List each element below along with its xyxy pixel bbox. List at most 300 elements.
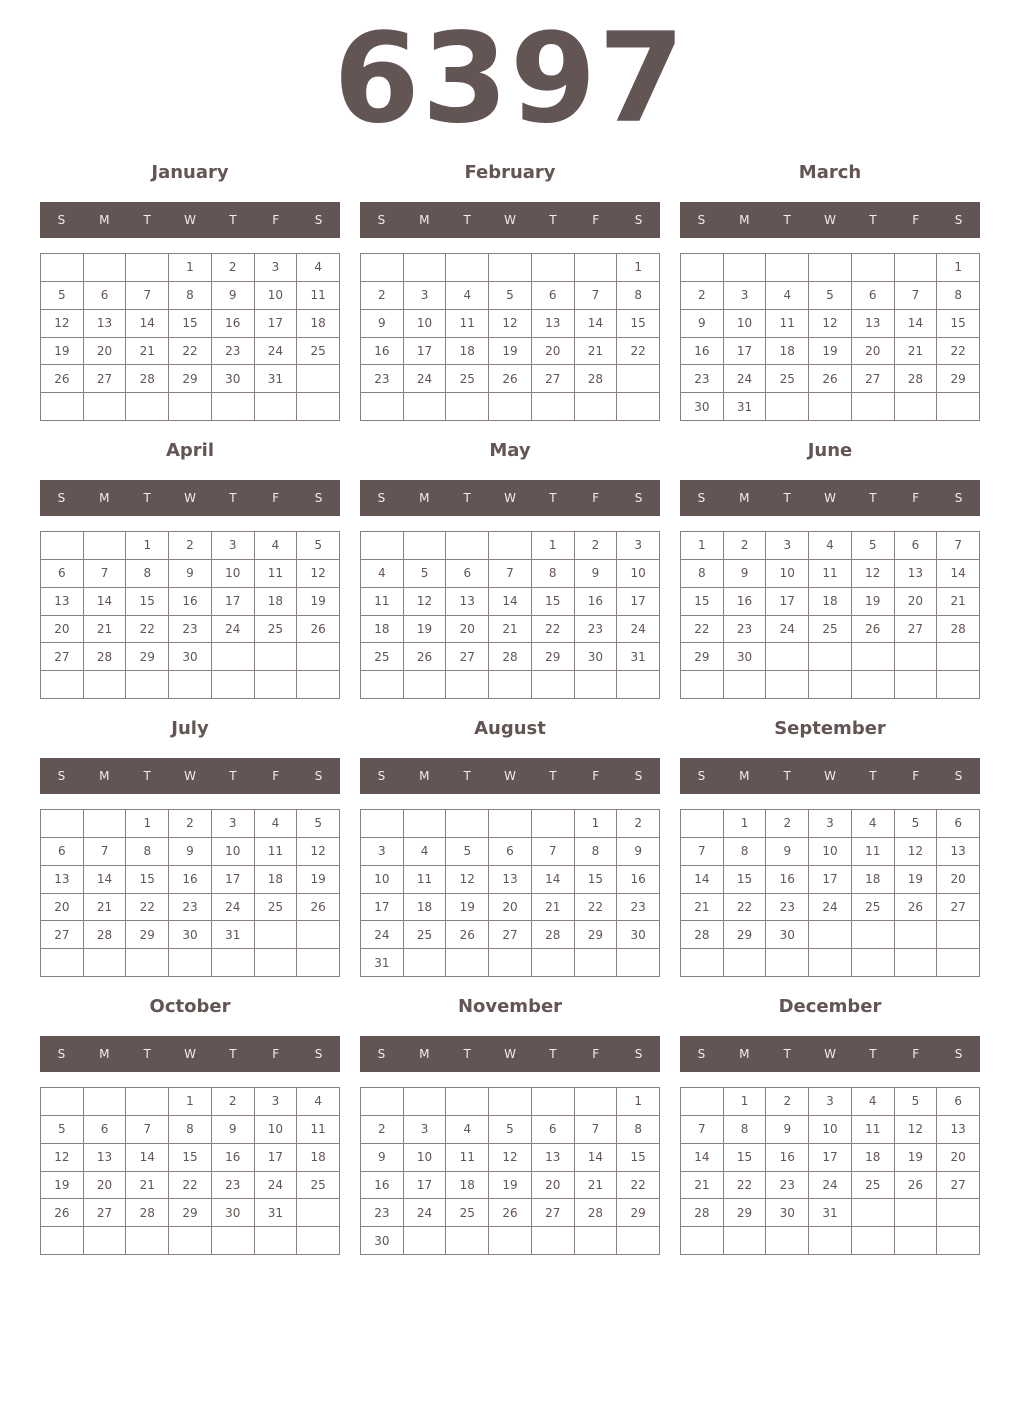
day-cell: 15	[937, 310, 980, 338]
day-cell	[852, 254, 895, 282]
day-cell: 8	[575, 838, 618, 866]
day-cell: 4	[361, 560, 404, 588]
day-cell	[404, 1227, 447, 1255]
day-cell: 29	[126, 643, 169, 671]
day-cell: 21	[532, 894, 575, 922]
day-cell	[532, 254, 575, 282]
weekday-label: M	[419, 491, 430, 505]
day-cell: 13	[84, 1144, 127, 1172]
weekday-label: F	[592, 769, 600, 783]
weekday-label: M	[99, 491, 110, 505]
day-cell	[446, 671, 489, 699]
day-cell: 10	[255, 1116, 298, 1144]
weekday-label: M	[419, 769, 430, 783]
weekday-label: S	[314, 1047, 323, 1061]
month-name: November	[457, 996, 563, 1017]
day-cell: 5	[404, 560, 447, 588]
day-cell: 14	[126, 310, 169, 338]
day-cell	[212, 671, 255, 699]
weekday-label: T	[143, 491, 151, 505]
day-cell: 14	[575, 1144, 618, 1172]
day-cell: 17	[212, 588, 255, 616]
day-cell: 8	[169, 1116, 212, 1144]
day-cell	[852, 1227, 895, 1255]
weekday-label: T	[463, 1047, 471, 1061]
day-cell: 1	[126, 810, 169, 838]
day-cell: 10	[212, 838, 255, 866]
day-cell: 18	[852, 1144, 895, 1172]
day-cell: 5	[895, 810, 938, 838]
day-cell: 15	[724, 866, 767, 894]
day-cell	[489, 810, 532, 838]
day-cell: 9	[681, 310, 724, 338]
day-cell	[446, 254, 489, 282]
day-cell	[809, 254, 852, 282]
day-cell: 20	[852, 338, 895, 366]
day-cell: 11	[361, 588, 404, 616]
day-cell: 13	[446, 588, 489, 616]
day-grid	[40, 809, 340, 977]
weekday-label: T	[783, 213, 791, 227]
day-cell: 16	[169, 866, 212, 894]
day-cell: 10	[212, 560, 255, 588]
day-cell	[255, 643, 298, 671]
day-cell: 14	[84, 866, 127, 894]
day-cell: 25	[809, 616, 852, 644]
day-cell: 18	[361, 616, 404, 644]
day-cell	[169, 1227, 212, 1255]
day-cell: 30	[766, 1199, 809, 1227]
day-cell: 5	[852, 532, 895, 560]
weekday-label: S	[377, 1047, 386, 1061]
day-cell: 27	[895, 616, 938, 644]
weekday-label: S	[954, 491, 963, 505]
day-cell: 18	[446, 338, 489, 366]
day-cell: 27	[84, 365, 127, 393]
day-cell: 13	[532, 310, 575, 338]
day-cell	[937, 1199, 980, 1227]
day-cell	[489, 254, 532, 282]
day-cell: 11	[297, 1116, 340, 1144]
day-cell: 19	[895, 1144, 938, 1172]
day-cell: 19	[852, 588, 895, 616]
day-cell	[809, 1227, 852, 1255]
day-cell: 8	[532, 560, 575, 588]
day-cell: 21	[489, 616, 532, 644]
day-cell	[41, 393, 84, 421]
day-cell	[361, 254, 404, 282]
day-cell: 7	[532, 838, 575, 866]
day-cell: 14	[532, 866, 575, 894]
day-grid	[40, 253, 340, 421]
day-cell	[575, 1227, 618, 1255]
day-cell: 1	[617, 254, 660, 282]
weekday-header	[680, 758, 980, 794]
day-cell	[169, 671, 212, 699]
weekday-label: M	[99, 1047, 110, 1061]
weekday-header	[40, 202, 340, 238]
weekday-label: T	[783, 491, 791, 505]
day-cell: 13	[532, 1144, 575, 1172]
day-cell	[937, 393, 980, 421]
day-cell: 27	[446, 643, 489, 671]
weekday-label: S	[57, 491, 66, 505]
day-cell: 1	[126, 532, 169, 560]
weekday-label: S	[634, 1047, 643, 1061]
day-cell: 27	[532, 1199, 575, 1227]
day-cell	[681, 949, 724, 977]
day-cell: 27	[937, 894, 980, 922]
day-cell: 1	[937, 254, 980, 282]
day-cell	[852, 949, 895, 977]
day-cell	[617, 1227, 660, 1255]
weekday-header	[360, 480, 660, 516]
day-cell: 19	[895, 866, 938, 894]
day-cell	[852, 643, 895, 671]
day-cell: 6	[41, 838, 84, 866]
month-name: April	[165, 440, 215, 461]
day-cell: 9	[575, 560, 618, 588]
month-name: May	[489, 440, 531, 461]
day-cell	[895, 1199, 938, 1227]
day-cell: 12	[809, 310, 852, 338]
weekday-label: W	[824, 491, 836, 505]
day-cell: 8	[169, 282, 212, 310]
month-name: October	[149, 996, 231, 1017]
weekday-label: F	[592, 1047, 600, 1061]
day-cell	[532, 810, 575, 838]
day-cell: 15	[617, 310, 660, 338]
day-cell	[297, 393, 340, 421]
day-cell: 15	[169, 310, 212, 338]
weekday-label: S	[954, 1047, 963, 1061]
day-cell: 13	[937, 1116, 980, 1144]
day-cell	[575, 1088, 618, 1116]
weekday-label: T	[229, 213, 237, 227]
day-cell: 30	[681, 393, 724, 421]
day-cell: 19	[41, 338, 84, 366]
weekday-label: T	[783, 1047, 791, 1061]
day-cell: 24	[361, 921, 404, 949]
weekday-label: S	[377, 769, 386, 783]
day-cell	[126, 671, 169, 699]
day-cell	[489, 532, 532, 560]
day-cell: 6	[937, 810, 980, 838]
day-cell: 25	[766, 365, 809, 393]
day-cell	[361, 532, 404, 560]
day-cell: 9	[766, 838, 809, 866]
day-cell: 17	[809, 866, 852, 894]
weekday-label: T	[143, 1047, 151, 1061]
day-cell: 11	[852, 838, 895, 866]
day-cell: 30	[212, 1199, 255, 1227]
day-cell	[724, 254, 767, 282]
day-cell: 5	[489, 282, 532, 310]
day-cell: 1	[575, 810, 618, 838]
day-cell	[41, 949, 84, 977]
day-cell: 18	[446, 1172, 489, 1200]
day-cell: 14	[489, 588, 532, 616]
day-cell: 10	[809, 1116, 852, 1144]
day-cell	[41, 1088, 84, 1116]
day-cell: 20	[41, 616, 84, 644]
weekday-label: S	[954, 769, 963, 783]
day-cell: 3	[361, 838, 404, 866]
day-cell: 17	[361, 894, 404, 922]
day-cell: 22	[617, 1172, 660, 1200]
day-grid	[360, 531, 660, 699]
day-cell: 4	[766, 282, 809, 310]
day-cell: 12	[41, 1144, 84, 1172]
day-cell: 23	[766, 1172, 809, 1200]
day-cell: 2	[212, 254, 255, 282]
weekday-label: T	[549, 1047, 557, 1061]
day-cell: 1	[681, 532, 724, 560]
day-cell	[361, 1088, 404, 1116]
weekday-label: F	[592, 213, 600, 227]
day-cell: 8	[126, 838, 169, 866]
day-cell: 27	[41, 643, 84, 671]
day-cell	[766, 1227, 809, 1255]
weekday-label: S	[377, 491, 386, 505]
day-cell: 2	[766, 1088, 809, 1116]
day-cell: 29	[169, 365, 212, 393]
day-cell	[809, 643, 852, 671]
weekday-label: S	[314, 769, 323, 783]
day-cell: 20	[895, 588, 938, 616]
weekday-label: T	[869, 213, 877, 227]
day-cell: 3	[809, 810, 852, 838]
weekday-label: T	[143, 769, 151, 783]
day-cell	[681, 1088, 724, 1116]
day-cell: 5	[297, 810, 340, 838]
day-cell	[809, 393, 852, 421]
weekday-label: T	[229, 491, 237, 505]
day-cell	[681, 671, 724, 699]
day-cell: 14	[126, 1144, 169, 1172]
day-cell: 28	[681, 1199, 724, 1227]
day-cell: 31	[255, 365, 298, 393]
day-cell	[681, 1227, 724, 1255]
day-cell	[84, 1227, 127, 1255]
day-cell: 19	[489, 1172, 532, 1200]
day-cell: 19	[404, 616, 447, 644]
day-cell	[297, 365, 340, 393]
day-cell	[255, 671, 298, 699]
day-cell	[852, 393, 895, 421]
day-cell: 9	[617, 838, 660, 866]
day-cell: 22	[169, 1172, 212, 1200]
day-cell	[404, 393, 447, 421]
day-cell: 30	[169, 643, 212, 671]
weekday-label: M	[739, 213, 750, 227]
day-cell: 23	[169, 894, 212, 922]
day-cell: 7	[937, 532, 980, 560]
weekday-label: W	[184, 1047, 196, 1061]
day-cell: 28	[681, 921, 724, 949]
day-grid	[360, 253, 660, 421]
day-cell: 10	[617, 560, 660, 588]
day-cell: 4	[255, 810, 298, 838]
weekday-label: M	[419, 1047, 430, 1061]
day-cell: 14	[895, 310, 938, 338]
weekday-label: F	[912, 491, 920, 505]
day-cell: 7	[575, 1116, 618, 1144]
day-cell: 3	[212, 810, 255, 838]
day-cell	[809, 949, 852, 977]
day-cell	[41, 254, 84, 282]
day-cell	[126, 254, 169, 282]
day-cell: 26	[41, 365, 84, 393]
day-cell: 24	[809, 1172, 852, 1200]
day-cell: 4	[404, 838, 447, 866]
day-cell: 2	[212, 1088, 255, 1116]
weekday-label: T	[549, 213, 557, 227]
weekday-header	[40, 1036, 340, 1072]
day-cell	[84, 254, 127, 282]
day-cell: 16	[766, 1144, 809, 1172]
day-cell: 5	[446, 838, 489, 866]
day-cell	[895, 393, 938, 421]
day-cell: 24	[212, 894, 255, 922]
day-cell: 23	[169, 616, 212, 644]
weekday-label: F	[272, 1047, 280, 1061]
day-cell: 7	[126, 1116, 169, 1144]
day-cell: 4	[297, 254, 340, 282]
day-cell: 6	[895, 532, 938, 560]
day-cell: 15	[575, 866, 618, 894]
day-cell: 6	[84, 282, 127, 310]
day-cell	[724, 671, 767, 699]
day-cell: 16	[575, 588, 618, 616]
weekday-label: S	[697, 491, 706, 505]
weekday-label: W	[504, 1047, 516, 1061]
day-cell: 25	[361, 643, 404, 671]
day-cell: 29	[724, 921, 767, 949]
day-cell: 11	[852, 1116, 895, 1144]
day-cell: 14	[84, 588, 127, 616]
day-cell: 9	[169, 560, 212, 588]
day-cell: 10	[766, 560, 809, 588]
day-cell: 1	[617, 1088, 660, 1116]
day-cell: 28	[84, 921, 127, 949]
day-cell: 20	[532, 338, 575, 366]
day-cell: 18	[255, 588, 298, 616]
day-cell: 3	[617, 532, 660, 560]
day-cell: 8	[681, 560, 724, 588]
weekday-label: W	[504, 491, 516, 505]
day-cell: 9	[212, 282, 255, 310]
day-cell: 2	[724, 532, 767, 560]
weekday-label: S	[697, 213, 706, 227]
day-cell: 13	[41, 866, 84, 894]
day-cell: 19	[297, 866, 340, 894]
day-cell: 18	[297, 1144, 340, 1172]
day-cell: 12	[489, 1144, 532, 1172]
day-cell: 14	[575, 310, 618, 338]
day-cell: 11	[255, 838, 298, 866]
weekday-header	[680, 1036, 980, 1072]
day-cell: 31	[212, 921, 255, 949]
month-name: January	[151, 162, 229, 183]
day-cell	[489, 949, 532, 977]
day-cell: 4	[446, 282, 489, 310]
day-cell: 23	[361, 1199, 404, 1227]
day-cell	[766, 643, 809, 671]
day-cell: 17	[255, 1144, 298, 1172]
day-cell: 20	[84, 338, 127, 366]
day-cell: 30	[724, 643, 767, 671]
day-cell: 10	[361, 866, 404, 894]
day-cell: 17	[809, 1144, 852, 1172]
day-cell: 25	[255, 616, 298, 644]
day-grid	[680, 1087, 980, 1255]
day-cell: 23	[361, 365, 404, 393]
day-cell: 20	[532, 1172, 575, 1200]
day-cell: 4	[809, 532, 852, 560]
day-cell: 16	[617, 866, 660, 894]
day-cell	[361, 671, 404, 699]
day-cell: 6	[532, 1116, 575, 1144]
weekday-label: T	[549, 491, 557, 505]
day-cell: 2	[681, 282, 724, 310]
day-cell	[255, 949, 298, 977]
day-cell: 28	[937, 616, 980, 644]
day-cell: 21	[681, 1172, 724, 1200]
weekday-label: S	[634, 213, 643, 227]
weekday-label: S	[57, 1047, 66, 1061]
day-cell: 16	[169, 588, 212, 616]
day-cell	[681, 810, 724, 838]
day-cell: 9	[361, 1144, 404, 1172]
weekday-label: W	[824, 769, 836, 783]
day-cell	[404, 671, 447, 699]
day-cell: 16	[212, 1144, 255, 1172]
day-cell: 5	[297, 532, 340, 560]
day-cell: 24	[809, 894, 852, 922]
day-cell: 5	[809, 282, 852, 310]
day-cell: 25	[446, 365, 489, 393]
day-cell	[212, 393, 255, 421]
day-cell: 3	[212, 532, 255, 560]
day-cell: 26	[297, 894, 340, 922]
day-cell: 8	[724, 838, 767, 866]
day-cell: 24	[766, 616, 809, 644]
day-cell: 6	[937, 1088, 980, 1116]
day-cell: 3	[255, 254, 298, 282]
day-cell: 13	[937, 838, 980, 866]
day-cell: 12	[41, 310, 84, 338]
day-cell	[575, 393, 618, 421]
day-cell: 1	[724, 810, 767, 838]
day-cell: 22	[937, 338, 980, 366]
day-cell: 19	[809, 338, 852, 366]
day-cell: 14	[681, 866, 724, 894]
weekday-label: S	[314, 213, 323, 227]
day-cell: 7	[126, 282, 169, 310]
day-cell: 26	[446, 921, 489, 949]
weekday-label: S	[57, 213, 66, 227]
day-cell: 26	[489, 1199, 532, 1227]
day-cell: 16	[361, 338, 404, 366]
day-cell: 7	[489, 560, 532, 588]
day-cell: 7	[681, 1116, 724, 1144]
day-cell: 17	[766, 588, 809, 616]
weekday-label: T	[869, 491, 877, 505]
day-cell: 16	[724, 588, 767, 616]
day-cell	[895, 671, 938, 699]
weekday-label: T	[783, 769, 791, 783]
